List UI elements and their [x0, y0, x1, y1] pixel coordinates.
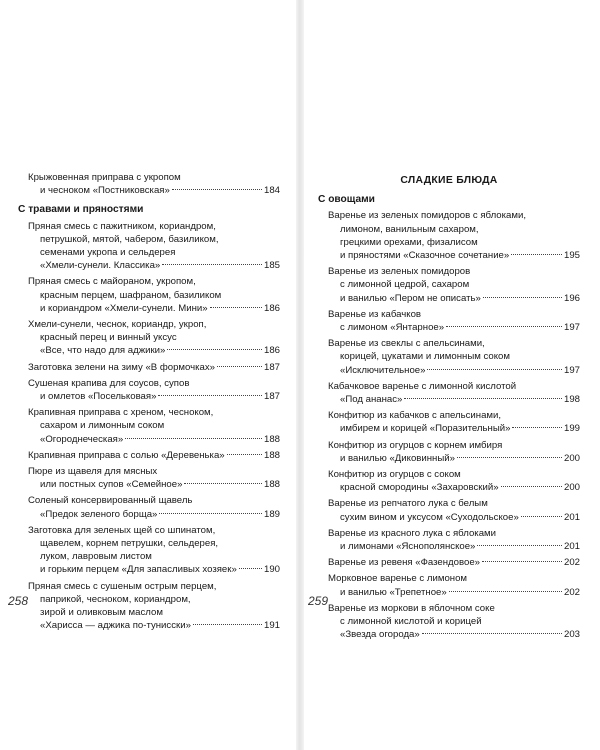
toc-page-number: 197 [563, 364, 580, 376]
toc-page-number: 200 [563, 452, 580, 464]
toc-page-number: 188 [263, 449, 280, 461]
toc-entry-line: сахаром и лимонным соком [40, 420, 165, 432]
toc-page-number: 195 [563, 250, 580, 262]
toc-entry-line: Заготовка для зеленых щей со шпинатом, [28, 524, 216, 536]
toc-entry-line: с лимонной цедрой, сахаром [340, 279, 470, 291]
dot-leader [477, 545, 562, 546]
toc-entry-line: Соленый консервированный щавель [28, 495, 193, 507]
toc-entry [318, 468, 580, 494]
toc-entry [18, 275, 280, 315]
toc-entry-line: Варенье из зеленых помидоров с яблоками, [328, 210, 527, 222]
toc-entry-line: луком, лавровым листом [40, 551, 152, 563]
toc-page-number: 201 [563, 511, 580, 523]
dot-leader [512, 427, 562, 428]
table-of-contents-right [318, 174, 580, 642]
dot-leader [159, 513, 262, 514]
toc-entry-line: Крапивная приправа с солью «Деревенька» [28, 449, 225, 461]
toc-entry-line: Пряная смесь с пажитником, кориандром, [28, 220, 216, 232]
toc-entry-line: и горьким перцем «Для запасливых хозяек» [40, 564, 237, 576]
toc-entry-last-line [318, 452, 580, 465]
toc-entry-line: красный перец и винный уксус [40, 332, 177, 344]
dot-leader [167, 349, 262, 350]
book-gutter [296, 0, 304, 750]
toc-entry-line: щавелем, корнем петрушки, сельдерея, [40, 538, 219, 550]
toc-entry-line: «Харисса — аджика по-тунисски» [40, 620, 191, 632]
table-of-contents-left [18, 168, 280, 633]
toc-entry-line: Заготовка зелени на зиму «В формочках» [28, 361, 216, 373]
toc-page-number: 199 [563, 423, 580, 435]
toc-entry-line: красным перцем, шафраном, базиликом [40, 289, 222, 301]
toc-entry-line: лимоном, ванильным сахаром, [340, 223, 479, 235]
toc-entry-line: сухим вином и уксусом «Суходольское» [340, 511, 519, 523]
dot-leader [446, 326, 562, 327]
toc-entry-last-line [318, 321, 580, 334]
toc-entry-line: «Звезда огорода» [340, 629, 420, 641]
toc-entry [18, 318, 280, 358]
toc-entry-last-line [318, 364, 580, 377]
dot-leader [483, 297, 562, 298]
toc-page-number: 202 [563, 586, 580, 598]
toc-entry-line: Морковное варенье с лимоном [328, 573, 468, 585]
toc-page-number: 200 [563, 482, 580, 494]
dot-leader [184, 483, 262, 484]
toc-entry-line: или постных супов «Семейное» [40, 479, 183, 491]
toc-entry-last-line [18, 478, 280, 491]
toc-entry-line: с лимоном «Янтарное» [340, 322, 445, 334]
toc-page-number: 191 [263, 620, 280, 632]
toc-entry [318, 209, 580, 262]
toc-entry-line: Крыжовенная приправа с укропом [28, 172, 181, 183]
toc-entry [318, 497, 580, 523]
left-page [0, 0, 296, 750]
dot-leader [210, 307, 262, 308]
toc-entry-line: «Хмели-сунели. Классика» [40, 260, 161, 272]
toc-entry-last-line [18, 184, 280, 197]
toc-entry-last-line [18, 563, 280, 576]
toc-entry [18, 494, 280, 520]
toc-page-number: 196 [563, 292, 580, 304]
toc-entry-last-line [318, 540, 580, 553]
toc-entry [318, 265, 580, 305]
toc-page-number: 203 [563, 629, 580, 641]
dot-leader [158, 395, 262, 396]
toc-entry-line: Хмели-сунели, чеснок, кориандр, укроп, [28, 319, 207, 331]
toc-entry-last-line [18, 508, 280, 521]
dot-leader [427, 369, 562, 370]
toc-page-number: 186 [263, 345, 280, 357]
toc-entry-line: Варенье из свеклы с апельсинами, [328, 338, 485, 350]
toc-entry [318, 439, 580, 465]
toc-entry-last-line [318, 628, 580, 641]
toc-entry [18, 524, 280, 577]
toc-entry-line: семенами укропа и сельдерея [40, 247, 176, 259]
dot-leader [449, 591, 562, 592]
toc-entry [318, 337, 580, 377]
toc-entry-line: Пряная смесь с майораном, укропом, [28, 276, 196, 288]
chapter-heading: СЛАДКИЕ БЛЮДА [400, 175, 498, 186]
toc-entry-line: зирой и оливковым маслом [40, 607, 163, 619]
toc-entry [18, 449, 280, 462]
toc-entry-line: и ванилью «Пером не описать» [340, 292, 481, 304]
dot-leader [125, 438, 262, 439]
page-number-left: 258 [8, 594, 29, 608]
page-number-right: 259 [308, 594, 329, 608]
toc-entry-line: грецкими орехами, физалисом [340, 236, 478, 248]
toc-page-number: 202 [563, 557, 580, 569]
toc-entry-line: красной смородины «Захаровский» [340, 482, 499, 494]
toc-entry-line: и пряностями «Сказочное сочетание» [340, 250, 510, 262]
toc-entry-line: и чесноком «Постниковская» [40, 185, 170, 197]
toc-entry [318, 527, 580, 553]
toc-entry-last-line [18, 619, 280, 632]
toc-entry-line: корицей, цукатами и лимонным соком [340, 351, 510, 363]
toc-entry-line: Пюре из щавеля для мясных [28, 466, 158, 478]
toc-entry [318, 409, 580, 435]
dot-leader [422, 633, 562, 634]
dot-leader [482, 561, 562, 562]
toc-entry-last-line [18, 433, 280, 446]
dot-leader [217, 366, 262, 367]
toc-entry-line: «Все, что надо для аджики» [40, 345, 166, 357]
toc-entry-line: Конфитюр из огурцов с соком [328, 469, 461, 481]
toc-entry [18, 361, 280, 374]
toc-entry-last-line [318, 481, 580, 494]
toc-entry [18, 406, 280, 446]
toc-entry-line: Сушеная крапива для соусов, супов [28, 377, 190, 389]
toc-entry-line: паприкой, чесноком, кориандром, [40, 593, 191, 605]
toc-page-number: 185 [263, 260, 280, 272]
toc-page-number: 197 [563, 322, 580, 334]
toc-entry-line: петрушкой, мятой, чабером, базиликом, [40, 233, 219, 245]
toc-page-number: 201 [563, 541, 580, 553]
toc-entry-last-line [318, 511, 580, 524]
toc-entry [318, 572, 580, 598]
toc-entry-line: Варенье из репчатого лука с белым [328, 498, 488, 510]
toc-entry [18, 580, 280, 633]
toc-entry-line: Варенье из моркови в яблочном соке [328, 602, 495, 614]
dot-leader [404, 398, 562, 399]
section-title: С овощами [318, 194, 375, 206]
toc-entry [18, 171, 280, 197]
toc-entry-last-line [318, 292, 580, 305]
right-page [304, 0, 600, 750]
toc-entry-line: и омлетов «Посельковая» [40, 391, 157, 403]
toc-entry-line: и кориандром «Хмели-сунели. Мини» [40, 302, 208, 314]
dot-leader [162, 264, 262, 265]
toc-entry-line: Конфитюр из огурцов с корнем имбиря [328, 439, 503, 451]
dot-leader [193, 624, 262, 625]
dot-leader [172, 189, 262, 190]
dot-leader [521, 516, 562, 517]
toc-entry-last-line [18, 302, 280, 315]
toc-page-number: 198 [563, 394, 580, 406]
toc-page-number: 190 [263, 564, 280, 576]
toc-entry-line: Пряная смесь с сушеным острым перцем, [28, 580, 217, 592]
toc-entry-line: «Огороднеческая» [40, 433, 124, 445]
toc-entry [318, 602, 580, 642]
toc-entry-line: Крапивная приправа с хреном, чесноком, [28, 407, 214, 419]
toc-page-number: 184 [263, 185, 280, 197]
dot-leader [227, 454, 262, 455]
toc-entry-line: и лимонами «Яснополянское» [340, 541, 476, 553]
toc-entry-line: и ванилью «Трепетное» [340, 586, 447, 598]
toc-entry-last-line [18, 390, 280, 403]
toc-entry-last-line [318, 249, 580, 262]
toc-entry-line: «Под ананас» [340, 394, 403, 406]
dot-leader [239, 568, 262, 569]
dot-leader [457, 457, 562, 458]
dot-leader [501, 486, 562, 487]
toc-entry-line: Варенье из зеленых помидоров [328, 266, 471, 278]
toc-entry-line: и ванилью «Диковинный» [340, 452, 455, 464]
toc-page-number: 188 [263, 479, 280, 491]
toc-entry [18, 465, 280, 491]
toc-entry-line: «Исключительное» [340, 364, 426, 376]
toc-entry-line: имбирем и корицей «Поразительный» [340, 423, 511, 435]
toc-entry-last-line [318, 556, 580, 569]
toc-page-number: 186 [263, 302, 280, 314]
toc-entry [318, 380, 580, 406]
toc-entry-last-line [18, 449, 280, 462]
toc-entry-last-line [18, 259, 280, 272]
toc-entry-line: Кабачковое варенье с лимонной кислотой [328, 380, 517, 392]
toc-entry [318, 556, 580, 569]
toc-entry [18, 220, 280, 273]
toc-entry-line: с лимонной кислотой и корицей [340, 616, 482, 628]
toc-entry-line: Варенье из ревеня «Фазендовое» [328, 557, 480, 569]
toc-entry-last-line [18, 361, 280, 374]
toc-page-number: 187 [263, 361, 280, 373]
toc-entry-last-line [318, 393, 580, 406]
toc-page-number: 187 [263, 391, 280, 403]
toc-entry-line: «Предок зеленого борща» [40, 508, 158, 520]
toc-entry-line: Варенье из красного лука с яблоками [328, 527, 496, 539]
toc-page-number: 189 [263, 508, 280, 520]
toc-entry [18, 377, 280, 403]
toc-entry-last-line [318, 422, 580, 435]
toc-entry-line: Варенье из кабачков [328, 308, 422, 320]
toc-entry-line: Конфитюр из кабачков с апельсинами, [328, 410, 502, 422]
toc-entry-last-line [18, 344, 280, 357]
dot-leader [511, 254, 562, 255]
section-title: С травами и пряностями [18, 204, 144, 216]
toc-entry-last-line [318, 586, 580, 599]
toc-entry [318, 308, 580, 334]
toc-page-number: 188 [263, 433, 280, 445]
